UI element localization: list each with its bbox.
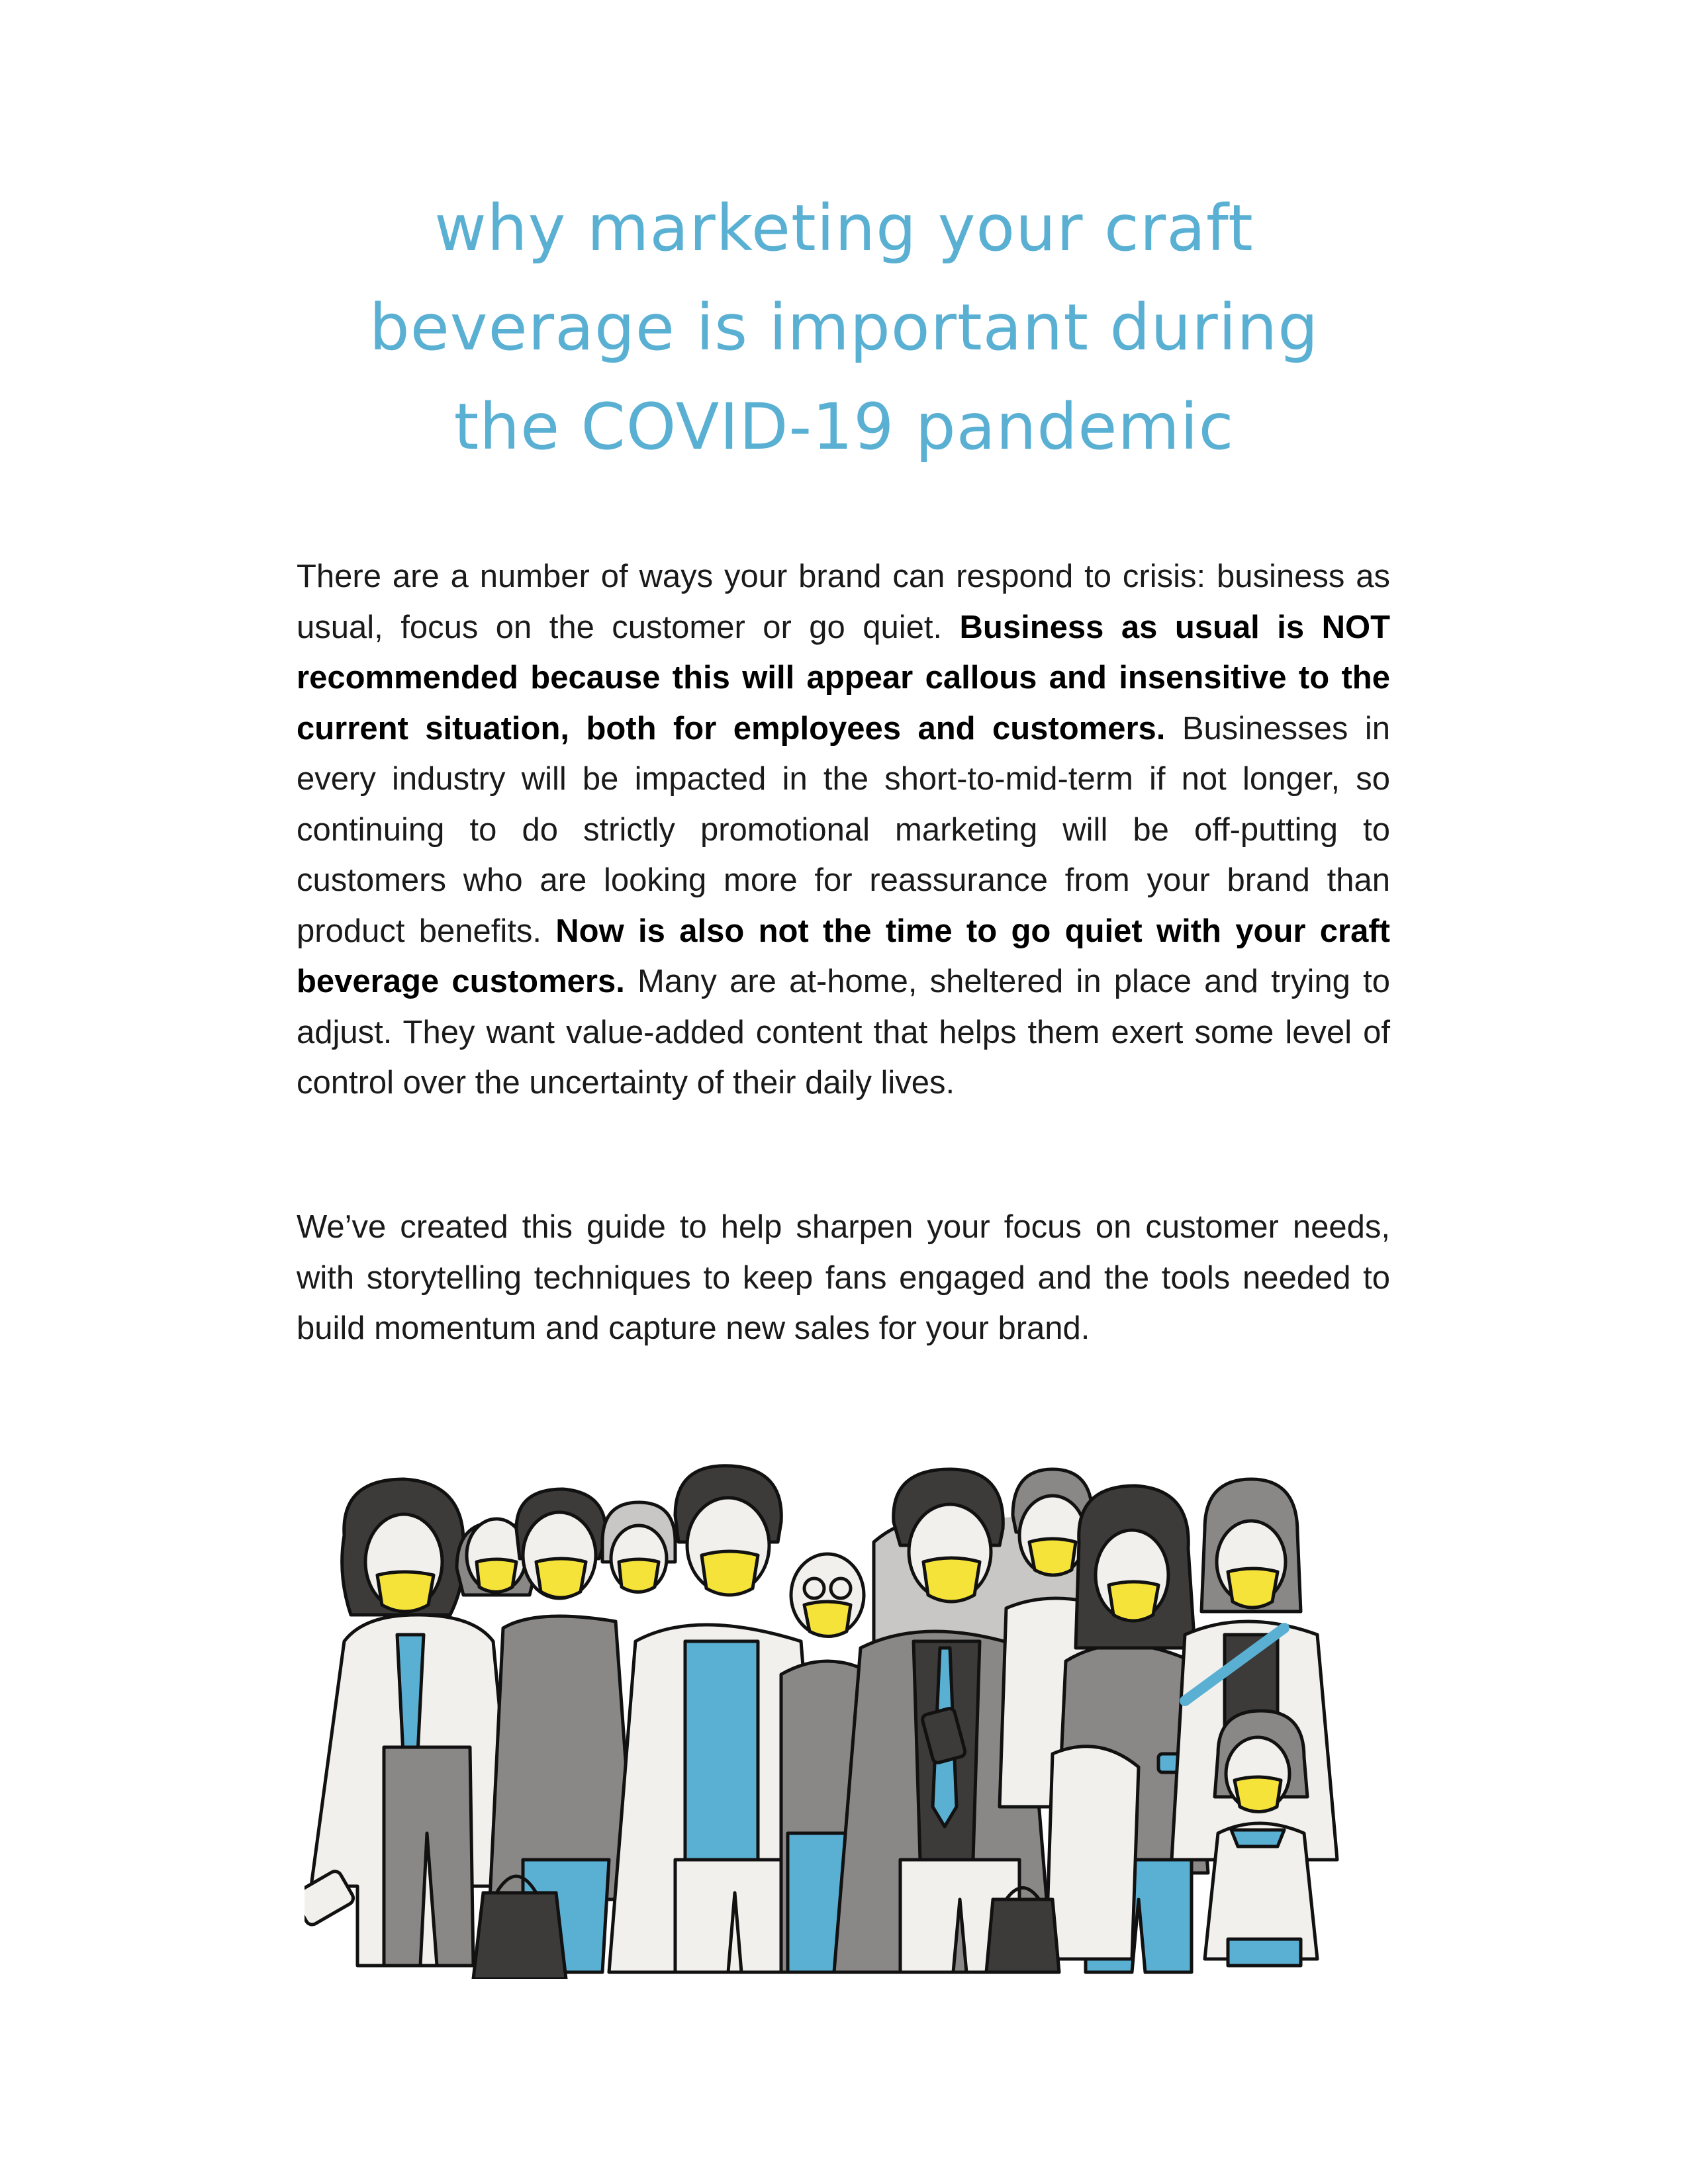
intro-bold-1: Business as usual is NOT recommended because this will appear callous and insensitive to the current situation, both for employees and customers. <box>297 609 1390 747</box>
title-line-2: beverage is important during <box>369 291 1319 365</box>
title-line-3: the COVID-19 pandemic <box>453 390 1235 464</box>
person-man-grey-hair <box>602 1502 675 1592</box>
person-child <box>1205 1711 1317 1966</box>
intro-text-1: There are a number of ways your brand can respond to crisis: business as usual, focus on the customer or go quiet. <box>297 559 1390 645</box>
intro-paragraph <box>297 551 1390 1109</box>
intro-bold-2: Now is also not the time to go quiet with your craft beverage customers. <box>297 913 1390 999</box>
title-line-1: why marketing your craft <box>434 191 1254 265</box>
guide-paragraph <box>297 1202 1390 1354</box>
intro-text-3: Many are at-home, sheltered in place and trying to adjust. They want value-added content that helps them exert some level of control over the uncertainty of their daily lives. <box>297 964 1390 1101</box>
masked-crowd-illustration <box>305 1463 1377 1979</box>
page-title <box>265 179 1423 477</box>
guide-text: We’ve created this guide to help sharpen your focus on customer needs, with storytelling techniques to keep fans engaged and the tools needed to build momentum and capture new sales for your brand. <box>297 1209 1390 1346</box>
intro-text-2: Businesses in every industry will be impacted in the short-to-mid-term if not longer, so continuing to do strictly promotional marketing will be off-putting to customers who are looking more for reassurance from your brand than product benefits. <box>297 710 1390 949</box>
